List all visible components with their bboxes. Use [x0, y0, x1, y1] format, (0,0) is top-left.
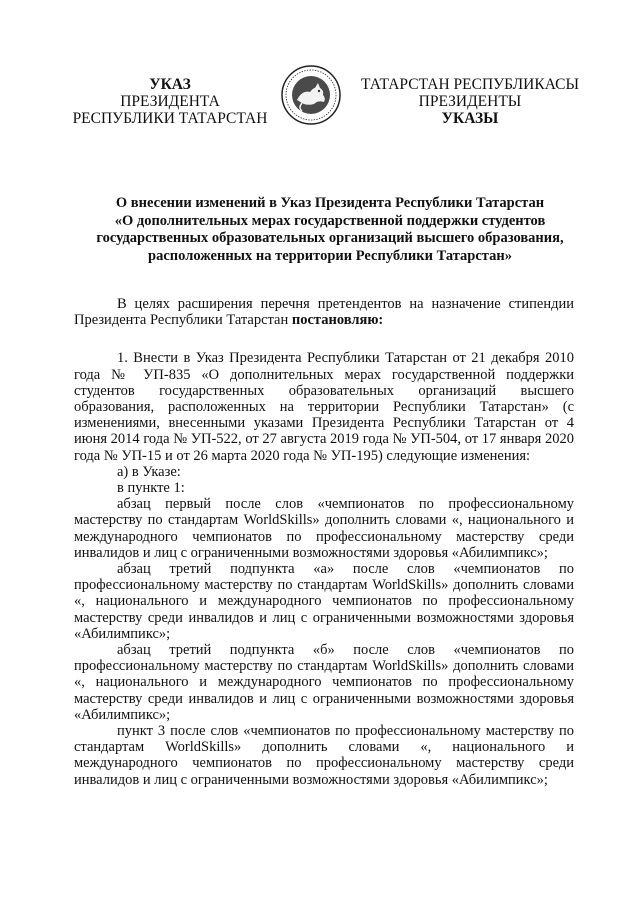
header-right-line1: ТАТАРСТАН РЕСПУБЛИКАСЫ: [361, 76, 579, 93]
document-body: [74, 296, 574, 788]
header-left-line2: ПРЕЗИДЕНТА: [120, 93, 220, 110]
preamble-bold: постановляю:: [291, 312, 384, 329]
title-line4: расположенных на территории Республики Татарстан»: [148, 247, 512, 264]
document-title: [70, 195, 590, 265]
paragraph-5: абзац третий подпункта «а» после слов «чемпионатов по профессиональному мастерству по стандартам WorldSkills» дополнить словами «, национального и международного чемпионатов по профессиональному мастерству среди инвалидов и лиц с ограниченными возможностями здоровья «Абилимпикс»;: [74, 561, 574, 642]
header-tatar: [355, 76, 585, 127]
header-left-line3: РЕСПУБЛИКИ ТАТАРСТАН: [72, 110, 268, 127]
paragraph-3: в пункте 1:: [117, 480, 185, 497]
paragraph-7: пункт 3 после слов «чемпионатов по профессиональному мастерству по стандартам WorldSkills» дополнить словами «, национального и международного чемпионатов по профессиональному мастерству среди инвалидов и лиц с ограниченными возможностями здоровья «Абилимпикс»;: [74, 723, 574, 788]
paragraph-1: 1. Внести в Указ Президента Республики Татарстан от 21 декабря 2010 года № УП-835 «О дополнительных мерах государственной поддержки студентов государственных образовательных организаций высшего образования, расположенных на территории Республики Татарстан» (с изменениями, внесенными указами Президента Республики Татарстан от 4 июня 2014 года № УП-522, от 27 августа 2019 года № УП-504, от 17 января 2020 года № УП-15 и от 26 марта 2020 года № УП-195) следующие изменения:: [74, 350, 574, 464]
title-line3: государственных образовательных организаций высшего образования,: [96, 230, 564, 246]
preamble: [74, 296, 574, 328]
title-line2: «О дополнительных мерах государственной поддержки студентов: [114, 212, 546, 229]
header-russian: [70, 76, 270, 127]
title-line1: О внесении изменений в Указ Президента Республики Татарстан: [115, 195, 545, 211]
coat-of-arms-emblem: [280, 64, 342, 126]
header-right-line2: ПРЕЗИДЕНТЫ: [418, 93, 522, 110]
paragraph-6: абзац третий подпункта «б» после слов «чемпионатов по профессиональному мастерству по стандартам WorldSkills» дополнить словами «, национального и международного чемпионатов по профессиональному мастерству среди инвалидов и лиц с ограниченными возможностями здоровья «Абилимпикс»;: [74, 642, 574, 723]
paragraph-2: а) в Указе:: [117, 463, 181, 480]
header-right-line3: УКАЗЫ: [441, 110, 499, 127]
header-left-line1: УКАЗ: [149, 76, 191, 93]
preamble-text: В целях расширения перечня претендентов на назначение стипендии Президента Республики Татарстан: [74, 296, 574, 329]
paragraph-4: абзац первый после слов «чемпионатов по профессиональному мастерству по стандартам WorldSkills» дополнить словами «, национального и международного чемпионатов по профессиональному мастерству среди инвалидов и лиц с ограниченными возможностями здоровья «Абилимпикс»;: [74, 496, 574, 561]
